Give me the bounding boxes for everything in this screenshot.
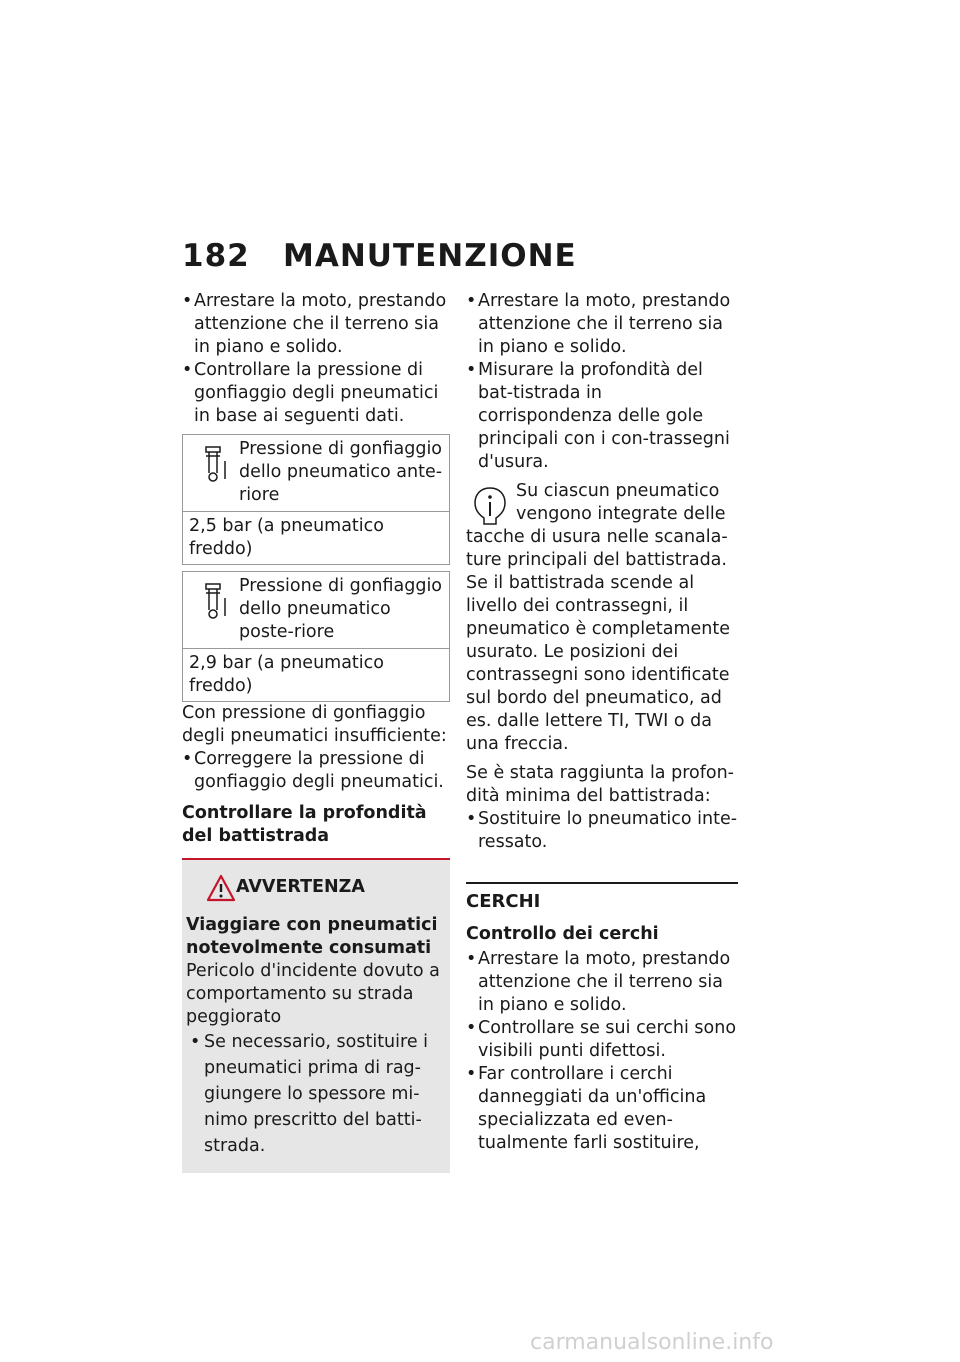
list-item: • Controllare se sui cerchi sono visibili punti difettosi. xyxy=(466,1017,738,1063)
list-item: • Arrestare la moto, prestando attenzione che il terreno sia in piano e solido. xyxy=(466,948,738,1017)
rims-check-heading: Controllo dei cerchi xyxy=(466,924,659,944)
right-top-bullets xyxy=(466,290,738,474)
tread-depth-heading: Controllare la profondità del battistrada xyxy=(182,803,427,846)
warning-text: Pericolo d'incidente dovuto a comportamento su strada peggiorato xyxy=(186,961,440,1027)
info-note xyxy=(466,480,738,756)
info-icon xyxy=(472,486,508,526)
tire-pressure-gauge-icon xyxy=(195,443,233,485)
rims-bullets xyxy=(466,948,738,1155)
page-title: MANUTENZIONE xyxy=(283,238,577,274)
list-item: • Se necessario, sostituire i pneumatici prima di rag-giungere lo spessore mi-nimo prescritto del batti-strada. xyxy=(186,1029,440,1159)
spec-front-tire-pressure xyxy=(182,434,450,565)
tire-pressure-gauge-icon xyxy=(195,580,233,622)
min-depth-text: Se è stata raggiunta la profon-dità minima del battistrada: xyxy=(466,763,734,806)
spec-rear-label: Pressione di gonfiaggio dello pneumatico poste-riore xyxy=(239,576,443,642)
section-divider xyxy=(466,882,738,884)
info-text: Su ciascun pneumatico vengono integrate delle tacche di usura nelle scanala-ture principali del battistrada. Se il battistrada scende al livello dei contrassegni, il pneumatico è completamente usurato. Le posizioni dei contrassegni sono identificate sul bordo del pneumatico, ad es. dalle lettere TI, TWI o da una freccia. xyxy=(466,481,731,754)
spec-front-label: Pressione di gonfiaggio dello pneumatico ante-riore xyxy=(239,439,443,505)
list-item: • Sostituire lo pneumatico inte-ressato. xyxy=(466,808,738,854)
list-item: • Controllare la pressione di gonfiaggio degli pneumatici in base ai seguenti dati. xyxy=(182,359,450,428)
right-column xyxy=(466,290,738,1155)
warning-box xyxy=(182,860,450,1173)
insufficient-pressure-text: Con pressione di gonfiaggio degli pneumatici insufficiente: xyxy=(182,703,447,746)
spec-front-value: 2,5 bar (a pneumatico freddo) xyxy=(189,516,384,559)
list-item: • Arrestare la moto, prestando attenzione che il terreno sia in piano e solido. xyxy=(182,290,450,359)
watermark: carmanualsonline.info xyxy=(530,1330,774,1355)
list-item: • Misurare la profondità del bat-tistrada in corrispondenza delle gole principali con i con-trassegni d'usura. xyxy=(466,359,738,474)
list-item: • Correggere la pressione di gonfiaggio degli pneumatici. xyxy=(182,748,450,794)
section-title-rims: CERCHI xyxy=(466,891,541,912)
warning-bullets xyxy=(186,1029,440,1159)
warning-triangle-icon xyxy=(206,874,236,902)
left-column xyxy=(182,290,450,1173)
list-item: • Far controllare i cerchi danneggiati da un'officina specializzata ed even-tualmente farli sostituire, xyxy=(466,1063,738,1155)
page-number: 182 xyxy=(182,238,250,274)
correct-pressure-bullets xyxy=(182,748,450,794)
replace-tire-bullets xyxy=(466,808,738,854)
spec-rear-value: 2,9 bar (a pneumatico freddo) xyxy=(189,653,384,696)
spec-rear-tire-pressure xyxy=(182,571,450,702)
left-top-bullets xyxy=(182,290,450,428)
warning-strong-text: Viaggiare con pneumatici notevolmente consumati xyxy=(186,915,438,958)
warning-title: AVVERTENZA xyxy=(236,877,365,897)
list-item: • Arrestare la moto, prestando attenzione che il terreno sia in piano e solido. xyxy=(466,290,738,359)
